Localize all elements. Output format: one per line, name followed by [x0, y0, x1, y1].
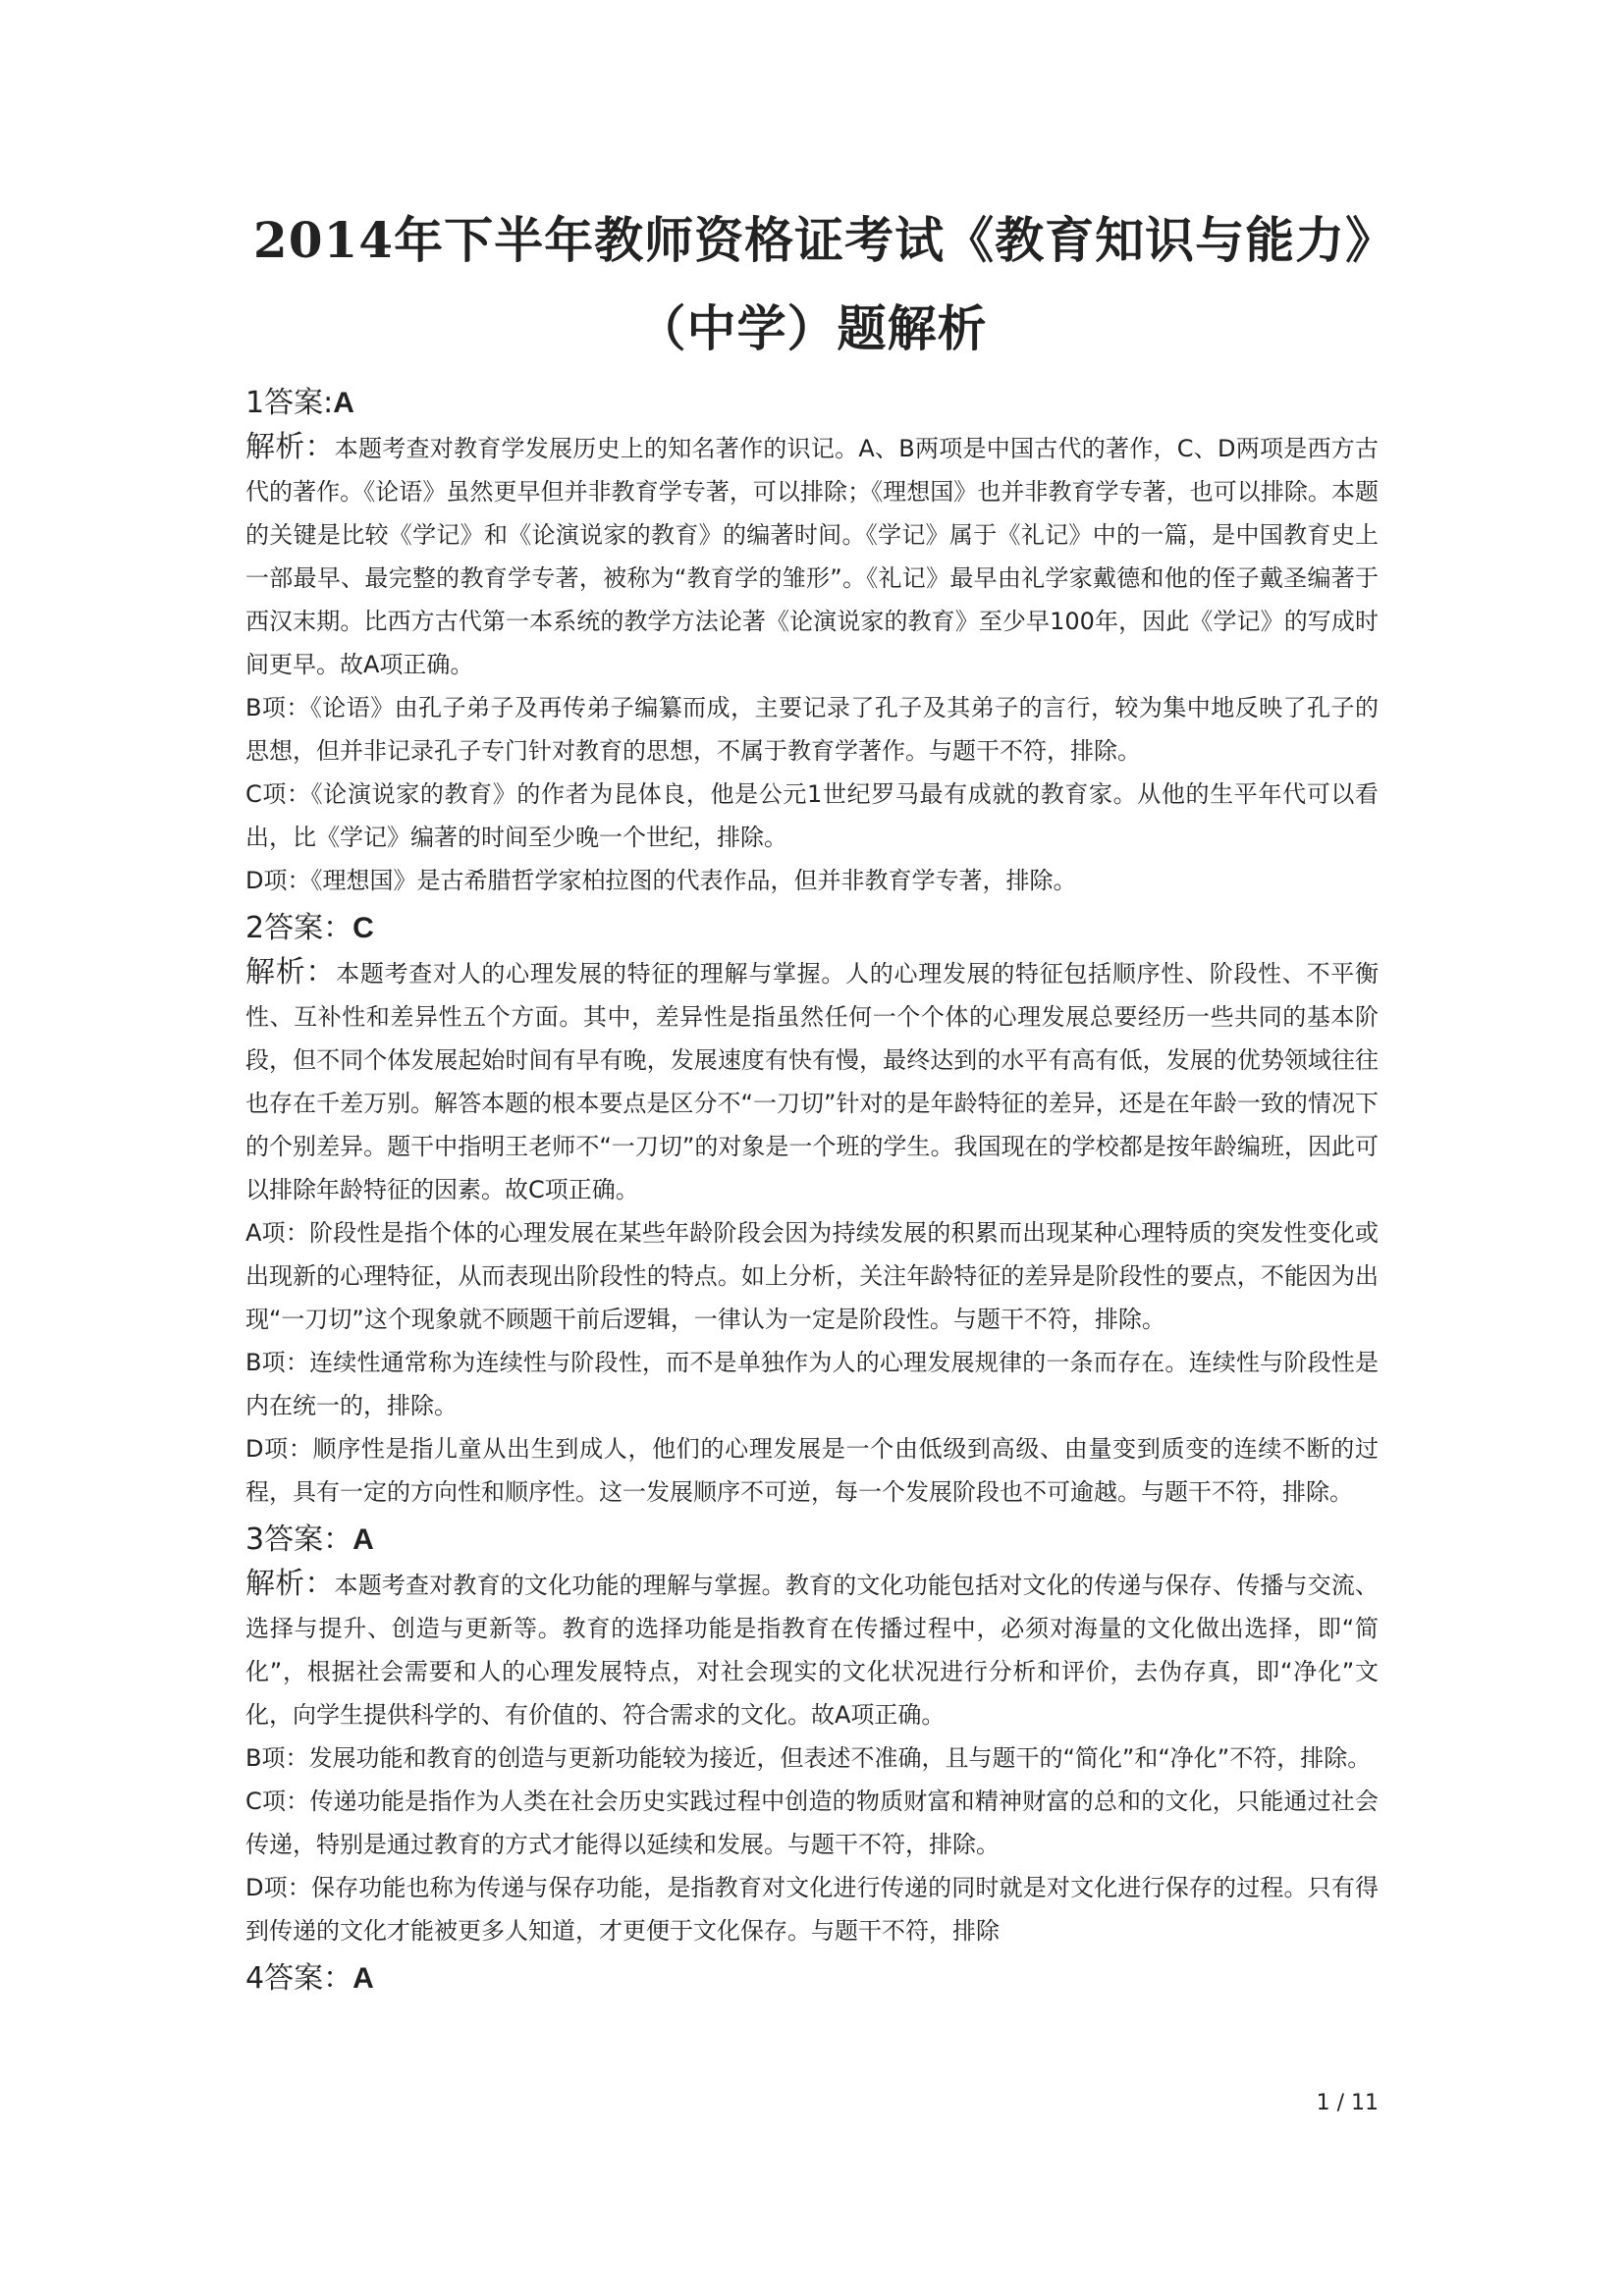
- answer-value: A: [333, 387, 354, 419]
- analysis-paragraph: [245, 1563, 1379, 1736]
- question-number: 1: [245, 386, 265, 420]
- answer-sections: [245, 383, 1379, 2000]
- analysis-text: 本题考查对教育的文化功能的理解与掌握。教育的文化功能包括对文化的传递与保存、传播与交流、选择与提升、创造与更新等。教育的选择功能是指教育在传播过程中，必须对海量的文化做出选择，即“简化”，根据社会需要和人的心理发展特点，对社会现实的文化状况进行分析和评价，去伪存真，即“净化”文化，向学生提供科学的、有价值的、符合需求的文化。故A项正确。: [245, 1572, 1380, 1729]
- option-explanation: B项：发展功能和教育的创造与更新功能较为接近，但表述不准确，且与题干的“简化”和“净化”不符，排除。: [245, 1744, 1372, 1772]
- answer-label: 答案:: [264, 386, 334, 420]
- question-number: 4: [245, 1961, 265, 1996]
- answer-heading: [245, 1520, 1379, 1561]
- option-explanation: D项：《理想国》是古希腊哲学家柏拉图的代表作品，但并非教育学专著，排除。: [245, 867, 1077, 894]
- option-explanation: C项：传递功能是指作为人类在社会历史实践过程中创造的物质财富和精神财富的总和的文化，只能通过社会传递，特别是通过教育的方式才能得以延续和发展。与题干不符，排除。: [245, 1788, 1379, 1858]
- answer-section: [245, 908, 1379, 1514]
- option-explanation: B项：连续性通常称为连续性与阶段性，而不是单独作为人的心理发展规律的一条而存在。连续性与阶段性是内在统一的，排除。: [245, 1349, 1379, 1419]
- option-explanation: B项：《论语》由孔子弟子及再传弟子编纂而成，主要记录了孔子及其弟子的言行，较为集中地反映了孔子的思想，但并非记录孔子专门针对教育的思想，不属于教育学著作。与题干不符，排除。: [245, 694, 1379, 765]
- option-explanation: D项：顺序性是指儿童从出生到成人，他们的心理发展是一个由低级到高级、由量变到质变的连续不断的过程，具有一定的方向性和顺序性。这一发展顺序不可逆，每一个发展阶段也不可逾越。与题干不符，排除。: [245, 1435, 1379, 1506]
- analysis-label: 解析：: [245, 955, 337, 989]
- analysis-label: 解析：: [245, 1567, 335, 1601]
- answer-section: [245, 383, 1379, 902]
- answer-heading: [245, 1958, 1379, 2000]
- answer-label: 答案：: [264, 1522, 353, 1557]
- analysis-paragraph: [245, 951, 1379, 1211]
- question-number: 3: [245, 1522, 265, 1557]
- option-list: [245, 1736, 1379, 1952]
- analysis-label: 解析：: [245, 430, 335, 464]
- answer-label: 答案：: [264, 1961, 353, 1996]
- answer-section: [245, 1958, 1379, 2000]
- option-explanation: D项：保存功能也称为传递与保存功能，是指教育对文化进行传递的同时就是对文化进行保存的过程。只有得到传递的文化才能被更多人知道，才更便于文化保存。与题干不符，排除: [245, 1874, 1379, 1945]
- analysis-text: 本题考查对人的心理发展的特征的理解与掌握。人的心理发展的特征包括顺序性、阶段性、不平衡性、互补性和差异性五个方面。其中，差异性是指虽然任何一个个体的心理发展总要经历一些共同的基本阶段，但不同个体发展起始时间有早有晚，发展速度有快有慢，最终达到的水平有高有低，发展的优势领域往往也存在千差万别。解答本题的根本要点是区分不“一刀切”针对的是年龄特征的差异，还是在年龄一致的情况下的个别差异。题干中指明王老师不“一刀切”的对象是一个班的学生。我国现在的学校都是按年龄编班，因此可以排除年龄特征的因素。故C项正确。: [245, 960, 1380, 1203]
- option-explanation: C项：《论演说家的教育》的作者为昆体良，他是公元1世纪罗马最有成就的教育家。从他的生平年代可以看出，比《学记》编著的时间至少晚一个世纪，排除。: [245, 780, 1379, 851]
- option-explanation: A项：阶段性是指个体的心理发展在某些年龄阶段会因为持续发展的积累而出现某种心理特质的突发性变化或出现新的心理特征，从而表现出阶段性的特点。如上分析，关注年龄特征的差异是阶段性的要点，不能因为出现“一刀切”这个现象就不顾题干前后逻辑，一律认为一定是阶段性。与题干不符，排除。: [245, 1219, 1379, 1333]
- answer-label: 答案：: [264, 911, 353, 945]
- answer-section: [245, 1520, 1379, 1952]
- page-number: 1 / 11: [1316, 2091, 1379, 2115]
- analysis-text: 本题考查对教育学发展历史上的知名著作的识记。A、B两项是中国古代的著作，C、D两项是西方古代的著作。《论语》虽然更早但并非教育学专著，可以排除；《理想国》也并非教育学专著，也可以排除。本题的关键是比较《学记》和《论演说家的教育》的编著时间。《学记》属于《礼记》中的一篇，是中国教育史上一部最早、最完整的教育学专著，被称为“教育学的雏形”。《礼记》最早由礼学家戴德和他的侄子戴圣编著于西汉末期。比西方古代第一本系统的教学方法论著《论演说家的教育》至少早100年，因此《学记》的写成时间更早。故A项正确。: [245, 435, 1380, 678]
- answer-value: A: [352, 1523, 374, 1556]
- answer-value: C: [352, 912, 374, 944]
- answer-value: A: [352, 1962, 374, 1995]
- answer-heading: [245, 908, 1379, 949]
- analysis-paragraph: [245, 426, 1379, 686]
- option-list: [245, 686, 1379, 902]
- document-title: 2014年下半年教师资格证考试《教育知识与能力》（中学）题解析: [252, 211, 1372, 357]
- question-number: 2: [245, 911, 265, 945]
- answer-heading: [245, 383, 1379, 424]
- option-list: [245, 1211, 1379, 1514]
